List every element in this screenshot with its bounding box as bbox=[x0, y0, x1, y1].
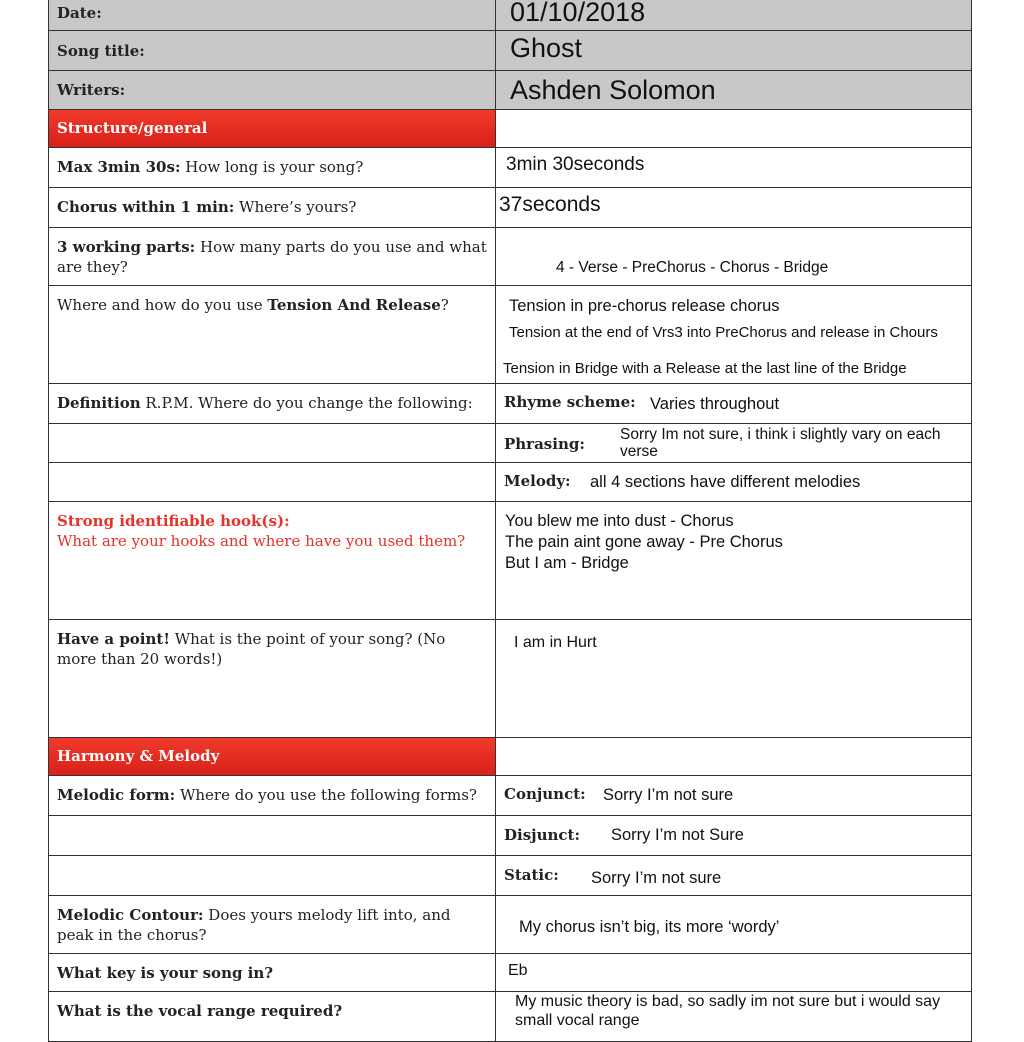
melody-left-empty bbox=[49, 463, 496, 501]
working-parts-answer-cell bbox=[496, 228, 971, 285]
definition-text: R.P.M. Where do you change the following: bbox=[140, 394, 473, 412]
static-left-empty bbox=[49, 856, 496, 895]
point-text: What is the point of your song? (No more than 20 words!) bbox=[57, 630, 446, 668]
static-answer: Sorry I’m not sure bbox=[591, 869, 722, 887]
melodic-contour-answer: My chorus isn’t big, its more ‘wordy’ bbox=[519, 918, 780, 936]
hooks-label: Strong identifiable hook(s): bbox=[57, 512, 290, 530]
melodic-contour-text: Does yours melody lift into, and peak in the chorus? bbox=[57, 906, 451, 944]
max-length-label: Max 3min 30s: bbox=[57, 158, 181, 176]
melodic-contour-row bbox=[48, 896, 972, 954]
phrasing-answer: Sorry Im not sure, i think i slightly vary on each verse bbox=[620, 426, 941, 460]
definition-row bbox=[48, 384, 972, 424]
tension-release-answer-cell bbox=[496, 286, 971, 383]
melodic-form-question bbox=[49, 776, 496, 815]
disjunct-cell bbox=[496, 816, 971, 855]
disjunct-answer: Sorry I’m not Sure bbox=[611, 826, 744, 844]
vocal-range-answer: My music theory is bad, so sadly im not sure but i would say small vocal range bbox=[515, 993, 941, 1029]
conjunct-cell bbox=[496, 776, 971, 815]
melody-label: Melody: bbox=[504, 472, 571, 490]
tension-answer-2: Tension at the end of Vrs3 into PreChorus and release in Chours bbox=[509, 324, 938, 341]
phrasing-row bbox=[48, 424, 972, 463]
static-row bbox=[48, 856, 972, 896]
tension-text-1: Where and how do you use bbox=[57, 296, 268, 314]
date-row bbox=[48, 0, 972, 31]
working-parts-label: 3 working parts: bbox=[57, 238, 196, 256]
melody-answer: all 4 sections have different melodies bbox=[590, 473, 861, 491]
melodic-form-label: Melodic form: bbox=[57, 786, 176, 804]
melodic-contour-answer-cell bbox=[496, 896, 971, 953]
working-parts-row bbox=[48, 228, 972, 286]
static-cell bbox=[496, 856, 971, 895]
conjunct-label: Conjunct: bbox=[504, 785, 586, 803]
writers-label: Writers: bbox=[49, 71, 496, 109]
max-length-row bbox=[48, 148, 972, 188]
definition-label: Definition bbox=[57, 394, 141, 412]
harmony-section-header: Harmony & Melody bbox=[49, 738, 496, 775]
writers-value: Ashden Solomon bbox=[510, 75, 716, 105]
song-title-label: Song title: bbox=[49, 31, 496, 70]
max-length-text: How long is your song? bbox=[180, 158, 364, 176]
hooks-answer-cell bbox=[496, 502, 971, 619]
melodic-contour-label: Melodic Contour: bbox=[57, 906, 204, 924]
chorus-row bbox=[48, 188, 972, 228]
max-length-answer: 3min 30seconds bbox=[506, 154, 645, 175]
conjunct-answer: Sorry I’m not sure bbox=[603, 786, 734, 804]
writers-row bbox=[48, 71, 972, 110]
static-label: Static: bbox=[504, 866, 559, 884]
structure-section-empty bbox=[496, 110, 971, 147]
point-answer: I am in Hurt bbox=[514, 634, 597, 651]
max-length-question bbox=[49, 148, 496, 187]
melodic-form-text: Where do you use the following forms? bbox=[175, 786, 477, 804]
vocal-range-answer-cell bbox=[496, 992, 971, 1041]
working-parts-question bbox=[49, 228, 496, 285]
song-worksheet bbox=[48, 0, 972, 1042]
melodic-form-row bbox=[48, 776, 972, 816]
tension-answer-1: Tension in pre-chorus release chorus bbox=[509, 297, 780, 315]
hooks-row bbox=[48, 502, 972, 620]
key-question: What key is your song in? bbox=[49, 954, 496, 991]
working-parts-answer: 4 - Verse - PreChorus - Chorus - Bridge bbox=[556, 259, 829, 276]
disjunct-row bbox=[48, 816, 972, 856]
chorus-answer-cell bbox=[496, 188, 971, 227]
harmony-section-empty bbox=[496, 738, 971, 775]
structure-section-row bbox=[48, 110, 972, 148]
tension-release-question bbox=[49, 286, 496, 383]
hook-answer-1: You blew me into dust - Chorus bbox=[505, 512, 734, 530]
working-parts-text: How many parts do you use and what are they? bbox=[57, 238, 487, 276]
date-value: 01/10/2018 bbox=[510, 0, 646, 27]
chorus-answer: 37seconds bbox=[499, 193, 601, 216]
date-label: Date: bbox=[49, 0, 496, 30]
harmony-section-row bbox=[48, 738, 972, 776]
key-answer: Eb bbox=[508, 962, 528, 979]
point-label: Have a point! bbox=[57, 630, 170, 648]
hook-answer-2: The pain aint gone away - Pre Chorus bbox=[505, 533, 783, 551]
point-answer-cell bbox=[496, 620, 971, 737]
tension-release-row bbox=[48, 286, 972, 384]
chorus-question bbox=[49, 188, 496, 227]
tension-text-2: ? bbox=[440, 296, 449, 314]
hook-answer-3: But I am - Bridge bbox=[505, 554, 629, 572]
phrasing-cell bbox=[496, 424, 971, 462]
melody-cell bbox=[496, 463, 971, 501]
disjunct-left-empty bbox=[49, 816, 496, 855]
hooks-text: What are your hooks and where have you used them? bbox=[57, 532, 466, 550]
point-question bbox=[49, 620, 496, 737]
rhyme-cell bbox=[496, 384, 971, 423]
point-row bbox=[48, 620, 972, 738]
phrasing-left-empty bbox=[49, 424, 496, 462]
rhyme-label: Rhyme scheme: bbox=[504, 393, 636, 411]
vocal-range-row bbox=[48, 992, 972, 1042]
song-title-row bbox=[48, 31, 972, 71]
chorus-label: Chorus within 1 min: bbox=[57, 198, 235, 216]
disjunct-label: Disjunct: bbox=[504, 826, 580, 844]
phrasing-label: Phrasing: bbox=[504, 435, 585, 453]
structure-section-header: Structure/general bbox=[49, 110, 496, 147]
definition-question bbox=[49, 384, 496, 423]
melodic-contour-question bbox=[49, 896, 496, 953]
song-title-value: Ghost bbox=[510, 33, 583, 63]
key-row bbox=[48, 954, 972, 992]
vocal-range-question: What is the vocal range required? bbox=[49, 992, 496, 1041]
max-length-answer-cell bbox=[496, 148, 971, 187]
chorus-text: Where’s yours? bbox=[234, 198, 357, 216]
rhyme-answer: Varies throughout bbox=[650, 395, 780, 413]
tension-answer-3: Tension in Bridge with a Release at the last line of the Bridge bbox=[503, 360, 907, 377]
hooks-question bbox=[49, 502, 496, 619]
key-answer-cell bbox=[496, 954, 971, 991]
tension-label: Tension And Release bbox=[267, 296, 441, 314]
melody-row bbox=[48, 463, 972, 502]
